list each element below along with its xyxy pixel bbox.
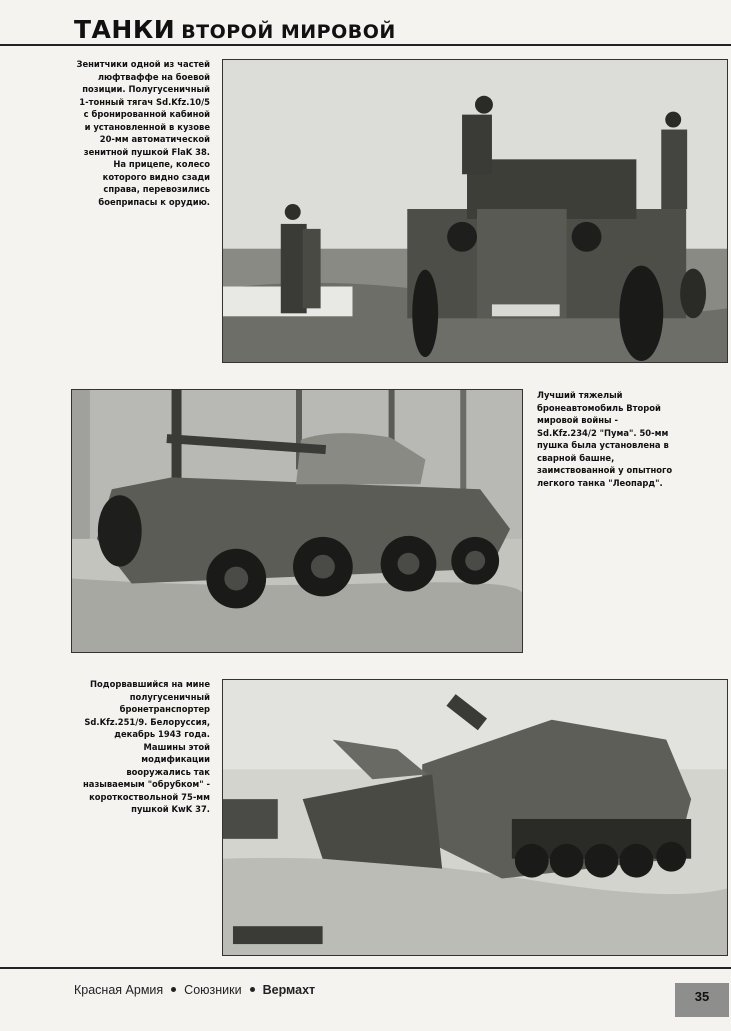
caption-line: короткоствольной 75-мм [89,791,210,802]
caption-photo2 [537,389,697,489]
caption-line: 1-тонный тягач Sd.Kfz.10/5 [79,96,210,107]
caption-line: и установленной в кузове [84,121,210,132]
caption-line: бронетранспортер [119,704,210,714]
caption-line: сварной башне, [537,452,615,463]
caption-line: Подорвавшийся на мине [90,679,210,689]
caption-line: бронеавтомобиль Второй [537,402,661,413]
header-rule [0,44,731,46]
caption-line: вооружались так [126,766,210,777]
caption-line: справа, перевозились [103,184,210,194]
bullet-icon [250,987,255,992]
caption-photo3 [72,678,210,816]
photo-flak-tractor [222,59,728,363]
caption-line: Лучший тяжелый [537,390,623,400]
footer-item-wehrmacht: Вермахт [262,983,316,997]
caption-line: заимствованной у опытного [537,465,673,475]
footer-nav [74,983,315,997]
photo-puma-armored-car [71,389,523,653]
caption-line: Sd.Kfz.234/2 "Пума". 50-мм [537,427,669,438]
page-number: 35 [675,983,729,1017]
header-title-main: ТАНКИ [74,15,176,44]
caption-line: Машины этой модификации [141,741,210,764]
caption-line: люфтваффе на боевой [97,71,210,82]
footer-item-red-army: Красная Армия [74,983,164,997]
caption-line: 20-мм автоматической [99,134,210,144]
caption-line: пушка была установлена в [537,440,669,450]
caption-line: мировой войны - [537,415,618,425]
caption-line: декабрь 1943 года. [114,729,210,739]
header-title-sub: ВТОРОЙ МИРОВОЙ [181,21,396,43]
caption-line: Sd.Kfz.251/9. Белоруссия, [84,716,210,727]
caption-line: полугусеничный [129,691,210,702]
footer-rule [0,967,731,969]
caption-line: На прицепе, колесо [113,159,210,169]
caption-photo1 [72,58,210,208]
caption-line: легкого танка "Леопард". [537,477,663,488]
caption-line: с бронированной кабиной [83,109,210,119]
photo-destroyed-halftrack [222,679,728,956]
bullet-icon [171,987,176,992]
caption-line: зенитной пушкой FlaK 38. [83,146,210,157]
footer-item-allies: Союзники [184,983,242,997]
caption-line: Зенитчики одной из частей [76,59,210,69]
caption-line: называемым "обрубком" - [83,779,210,789]
page-header-title [74,14,396,46]
caption-line: позиции. Полугусеничный [82,84,210,94]
caption-line: которого видно сзади [102,171,210,182]
caption-line: пушкой KwK 37. [131,804,210,814]
caption-line: боеприпасы к орудию. [98,196,210,207]
